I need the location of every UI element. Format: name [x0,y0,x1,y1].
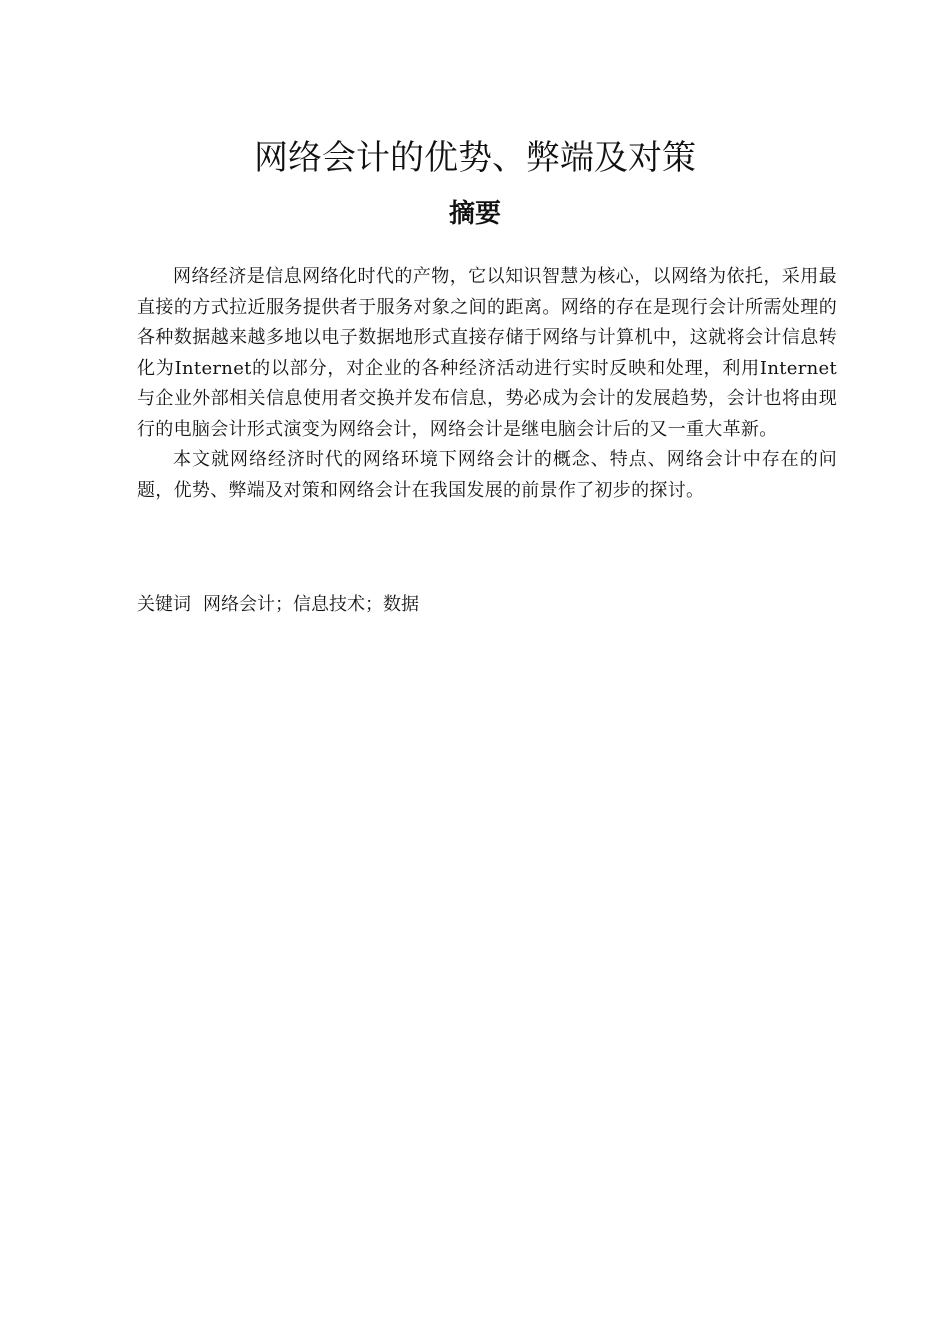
abstract-heading: 摘要 [448,199,501,229]
document-title: 网络会计的优势、弊端及对策 [254,138,696,178]
keywords-value: 网络会计；信息技术；数据 [203,594,419,615]
abstract-paragraph-2: 本文就网络经济时代的网络环境下网络会计的概念、特点、网络会计中存在的问题，优势、弊端及对策和网络会计在我国发展的前景作了初步的探讨。 [137,449,837,501]
abstract-body [137,262,837,506]
abstract-paragraph-1: 网络经济是信息网络化时代的产物，它以知识智慧为核心，以网络为依托，采用最直接的方式拉近服务提供者于服务对象之间的距离。网络的存在是现行会计所需处理的各种数据越来越多地以电子数据地形式直接存储于网络与计算机中，这就将会计信息转化为Internet的以部分，对企业的各种经济活动进行实时反映和处理，利用Internet与企业外部相关信息使用者交换并发布信息，势必成为会计的发展趋势，会计也将由现行的电脑会计形式演变为网络会计，网络会计是继电脑会计后的又一重大革新。 [137,266,837,440]
keywords-label: 关键词 [137,594,191,615]
keywords-line [137,590,837,620]
